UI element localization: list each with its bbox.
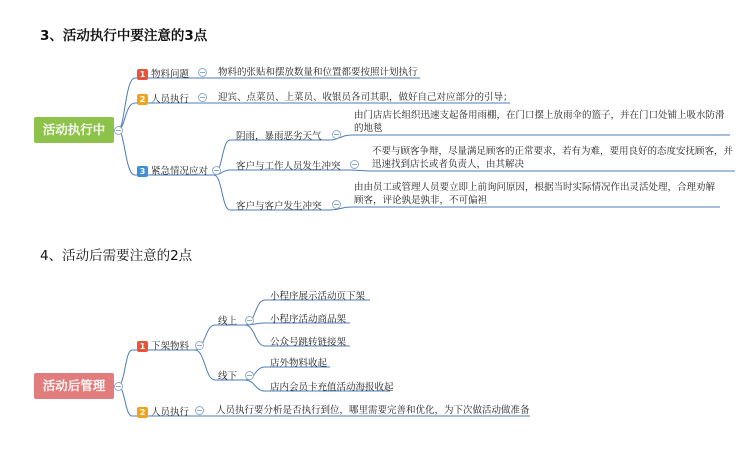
branch-remove-materials[interactable] — [137, 338, 189, 352]
branch-label: 人员执行 — [151, 94, 190, 105]
leaf-text: 人员执行要分析是否执行到位，哪里需要完善和优化，为下次做活动做准备 — [216, 405, 530, 416]
leaf-text: 不要与顾客争辩，尽量满足顾客的正常要求，若有为难，要用良好的态度安抚顾客，并迅速找到店长或者负责人，由其解决 — [372, 146, 734, 170]
collapse-icon[interactable] — [114, 382, 123, 391]
priority-1-badge: 1 — [137, 69, 148, 80]
branch-label: 物料问题 — [151, 69, 190, 80]
branch-staff[interactable] — [137, 91, 189, 105]
collapse-icon[interactable] — [245, 316, 254, 325]
collapse-icon[interactable] — [114, 126, 123, 135]
sub-online[interactable]: 线上 — [218, 316, 238, 327]
branch-emergency[interactable] — [137, 163, 208, 177]
sub-customer-staff-conflict[interactable]: 客户与工作人员发生冲突 — [236, 161, 341, 172]
collapse-icon[interactable] — [245, 371, 254, 380]
leaf-text: 由门店店长组织迅速支起备用雨棚，在门口摆上放雨伞的篮子，并在门口处铺上吸水防滑的地毯 — [354, 110, 725, 134]
collapse-icon[interactable] — [212, 166, 221, 175]
section4-heading: 4、活动后需要注意的2点 — [40, 248, 193, 264]
collapse-icon[interactable] — [350, 160, 359, 169]
sub-bad-weather[interactable]: 阴雨，暴雨恶劣天气 — [236, 131, 322, 142]
collapse-icon[interactable] — [195, 406, 204, 415]
branch-label: 人员执行 — [151, 407, 190, 418]
branch-materials[interactable] — [137, 66, 189, 80]
branch-label: 下架物料 — [151, 341, 190, 352]
leaf-item: 公众号跳转链接架 — [270, 337, 347, 348]
root-post-activity[interactable]: 活动后管理 — [34, 373, 114, 399]
collapse-icon[interactable] — [332, 130, 341, 139]
collapse-icon[interactable] — [332, 200, 341, 209]
collapse-icon[interactable] — [195, 341, 204, 350]
sub-customer-customer-conflict[interactable]: 客户与客户发生冲突 — [236, 201, 322, 212]
collapse-icon[interactable] — [198, 68, 207, 77]
priority-2-badge: 2 — [137, 94, 148, 105]
branch-label: 紧急情况应对 — [151, 166, 209, 177]
sub-offline[interactable]: 线下 — [218, 371, 238, 382]
leaf-item: 小程序展示活动页下架 — [270, 291, 366, 302]
leaf-item: 小程序活动商品架 — [270, 314, 347, 325]
priority-3-badge: 3 — [137, 166, 148, 177]
root-during-activity[interactable]: 活动执行中 — [34, 117, 114, 143]
collapse-icon[interactable] — [198, 93, 207, 102]
leaf-text: 由由员工或管理人员要立即上前询问原因，根据当时实际情况作出灵活处理，合理劝解顾客，评论孰是孰非，不可偏袒 — [354, 182, 716, 206]
priority-2-badge: 2 — [137, 407, 148, 418]
leaf-text: 迎宾、点菜员、上菜员、收银员各司其职，做好自己对应部分的引导； — [218, 92, 513, 103]
leaf-item: 店内会员卡充值活动海报收起 — [270, 382, 394, 393]
section3-heading: 3、活动执行中要注意的3点 — [40, 28, 208, 44]
leaf-text: 物料的张贴和摆放数量和位置都要按照计划执行 — [218, 67, 418, 78]
priority-1-badge: 1 — [137, 341, 148, 352]
branch-staff-review[interactable] — [137, 404, 189, 418]
leaf-item: 店外物料收起 — [270, 358, 328, 369]
